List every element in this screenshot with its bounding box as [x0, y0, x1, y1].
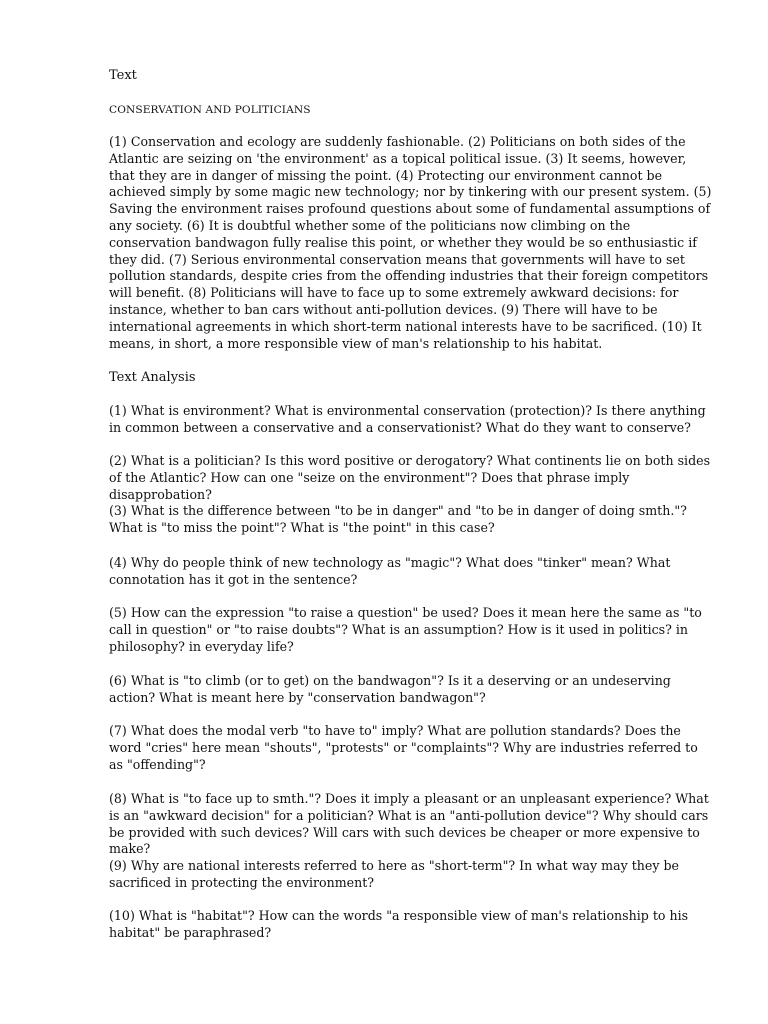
analysis-question-4: (4) Why do people think of new technology as "magic"? What does "tinker" mean? What connotation has it got in the sentence? — [109, 555, 671, 587]
analysis-question-8: (8) What is "to face up to smth."? Does it imply a pleasant or an unpleasant experience? What is an "awkward decision" for a politician? What is an "anti-pollution device"? Why should cars be provided with such devices? Will cars with such devices be cheaper or more expensive to make? — [109, 791, 709, 857]
analysis-question-6: (6) What is "to climb (or to get) on the bandwagon"? Is it a deserving or an undeserving action? What is meant here by "conservation bandwagon"? — [109, 673, 671, 705]
text-heading: Text — [109, 68, 137, 83]
analysis-heading: Text Analysis — [109, 370, 196, 385]
analysis-question-9: (9) Why are national interests referred to here as "short-term"? In what way may they be sacrificed in protecting the environment? — [109, 858, 679, 890]
analysis-question-10: (10) What is "habitat"? How can the words "a responsible view of man's relationship to his habitat" be paraphrased? — [109, 908, 689, 940]
main-passage: (1) Conservation and ecology are suddenly fashionable. (2) Politicians on both sides of the Atlantic are seizing on 'the environment' as a topical political issue. (3) It seems, however, that they are in danger of missing the point. (4) Protecting our environment cannot be achieved simply by some magic new technology; nor by tinkering with our present system. (5) Saving the environment raises profound questions about some of fundamental assumptions of any society. (6) It is doubtful whether some of the politicians now climbing on the conservation bandwagon fully realise this point, or whether they would be so enthusiastic if they did. (7) Serious environmental conservation means that governments will have to set pollution standards, despite cries from the offending industries that their foreign competitors will benefit. (8) Politicians will have to face up to some extremely awkward decisions: for instance, whether to ban cars without anti-pollution devices. (9) There will have to be international agreements in which short-term national interests have to be sacrificed. (10) It means, in short, a more responsible view of man's relationship to his habitat. — [109, 134, 712, 351]
analysis-question-5: (5) How can the expression "to raise a question" be used? Does it mean here the same as "to call in question" or "to raise doubts"? What is an assumption? How is it used in politics? in philosophy? in everyday life? — [109, 605, 702, 654]
analysis-question-7: (7) What does the modal verb "to have to" imply? What are pollution standards? Does the word "cries" here mean "shouts", "protests" or "complaints"? Why are industries referred to as "offending"? — [109, 723, 698, 772]
analysis-question-2: (2) What is a politician? Is this word positive or derogatory? What continents lie on both sides of the Atlantic? How can one "seize on the environment"? Does that phrase imply disapprobation? — [109, 453, 711, 502]
article-title: CONSERVATION AND POLITICIANS — [109, 104, 311, 116]
analysis-question-1: (1) What is environment? What is environmental conservation (protection)? Is there anything in common between a conservative and a conservationist? What do they want to conserve? — [109, 403, 706, 435]
analysis-question-3: (3) What is the difference between "to be in danger" and "to be in danger of doing smth."? What is "to miss the point"? What is "the point" in this case? — [109, 503, 687, 535]
